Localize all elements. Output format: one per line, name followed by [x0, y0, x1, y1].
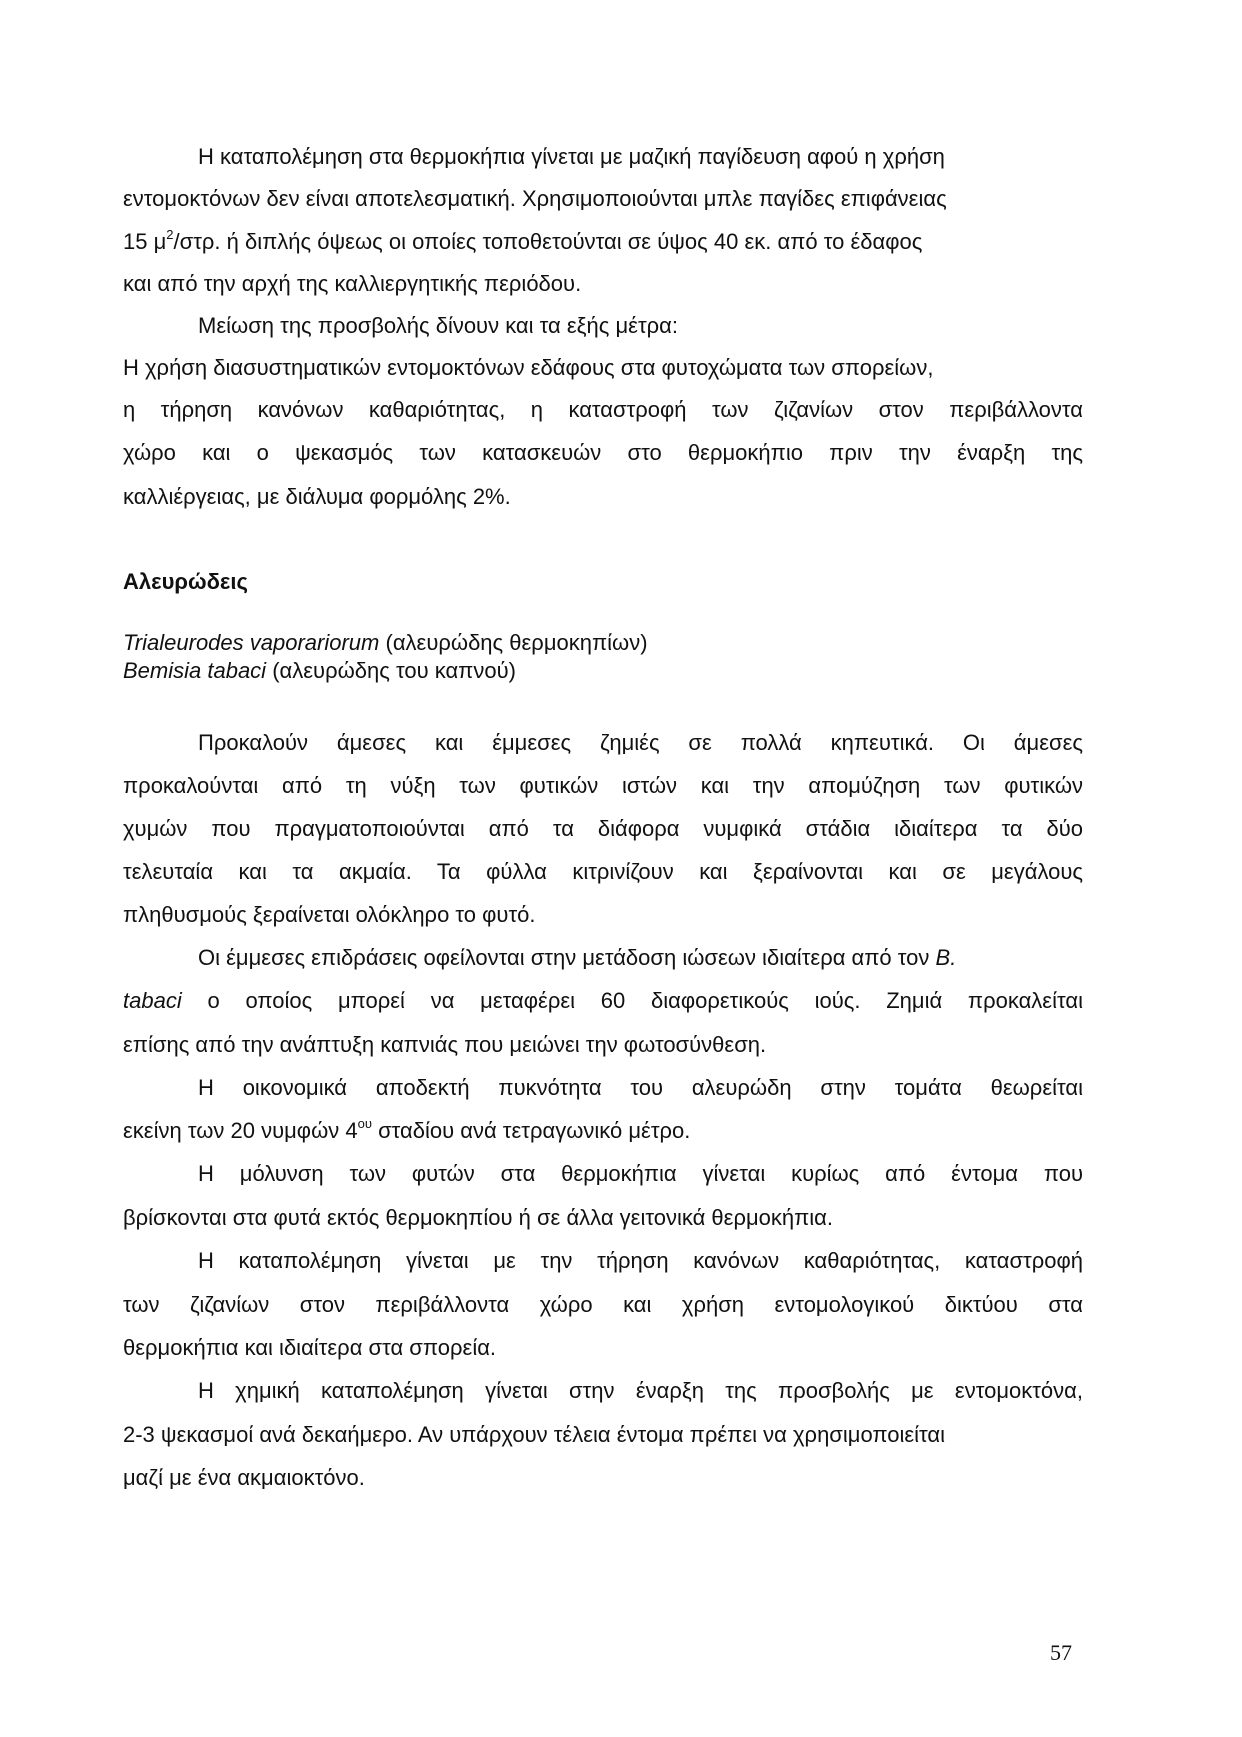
- text-run: ο οποίος μπορεί να μεταφέρει 60 διαφορετικούς ιούς. Ζημιά προκαλείται: [181, 988, 1083, 1013]
- paragraph-line: πληθυσμούς ξεραίνεται ολόκληρο το φυτό.: [123, 902, 536, 927]
- paragraph-line: προκαλούνται από τη νύξη των φυτικών ιστών και την απομύζηση των φυτικών: [123, 773, 1083, 798]
- paragraph-line: Προκαλούν άμεσες και έμμεσες ζημιές σε πολλά κηπευτικά. Οι άμεσες: [198, 730, 1083, 755]
- species-line: [123, 658, 516, 684]
- paragraph-line: επίσης από την ανάπτυξη καπνιάς που μειώνει την φωτοσύνθεση.: [123, 1032, 767, 1057]
- species-name: Trialeurodes vaporariorum: [123, 630, 380, 655]
- paragraph-line: Η καταπολέμηση γίνεται με την τήρηση κανόνων καθαριότητας, καταστροφή: [198, 1248, 1083, 1273]
- species-abbrev: tabaci: [123, 988, 182, 1013]
- page-number: 57: [1050, 1640, 1072, 1665]
- paragraph-line: [123, 226, 923, 255]
- section-heading: Αλευρώδεις: [123, 569, 248, 594]
- paragraph-line: τελευταία και τα ακμαία. Τα φύλλα κιτρινίζουν και ξεραίνονται και σε μεγάλους: [123, 859, 1083, 884]
- paragraph-line: Η χρήση διασυστηματικών εντομοκτόνων εδάφους στα φυτοχώματα των σπορείων,: [123, 355, 934, 380]
- paragraph-line: βρίσκονται στα φυτά εκτός θερμοκηπίου ή σε άλλα γειτονικά θερμοκήπια.: [123, 1205, 834, 1230]
- paragraph-line: Μείωση της προσβολής δίνουν και τα εξής μέτρα:: [198, 313, 678, 338]
- species-common-name: (αλευρώδης του καπνού): [266, 658, 516, 683]
- species-name: Bemisia tabaci: [123, 658, 267, 683]
- paragraph-line: και από την αρχή της καλλιεργητικής περιόδου.: [123, 271, 582, 296]
- paragraph-line: [123, 988, 1083, 1014]
- superscript: ου: [357, 1115, 372, 1131]
- text-run: /στρ. ή διπλής όψεως οι οποίες τοποθετούνται σε ύψος 40 εκ. από το έδαφος: [173, 229, 923, 254]
- paragraph-line: 2-3 ψεκασμοί ανά δεκαήμερο. Αν υπάρχουν τέλεια έντομα πρέπει να χρησιμοποιείται: [123, 1422, 946, 1447]
- paragraph-line: Η μόλυνση των φυτών στα θερμοκήπια γίνεται κυρίως από έντομα που: [198, 1161, 1083, 1186]
- paragraph-line: μαζί με ένα ακμαιοκτόνο.: [123, 1465, 365, 1490]
- species-line: [123, 630, 648, 656]
- paragraph-line: η τήρηση κανόνων καθαριότητας, η καταστροφή των ζιζανίων στον περιβάλλοντα: [123, 397, 1083, 422]
- paragraph-line: χυμών που πραγματοποιούνται από τα διάφορα νυμφικά στάδια ιδιαίτερα τα δύο: [123, 816, 1083, 841]
- superscript: 2: [166, 226, 174, 242]
- species-common-name: (αλευρώδης θερμοκηπίων): [379, 630, 648, 655]
- paragraph-line: εντομοκτόνων δεν είναι αποτελεσματική. Χρησιμοποιούνται μπλε παγίδες επιφάνειας: [123, 186, 947, 211]
- text-run: σταδίου ανά τετραγωνικό μέτρο.: [371, 1118, 691, 1143]
- paragraph-line: καλλιέργειας, με διάλυμα φορμόλης 2%.: [123, 484, 511, 509]
- paragraph-line: των ζιζανίων στον περιβάλλοντα χώρο και χρήση εντομολογικού δικτύου στα: [123, 1292, 1083, 1317]
- text-run: 15 μ: [123, 229, 167, 254]
- text-run: Οι έμμεσες επιδράσεις οφείλονται στην μετάδοση ιώσεων ιδιαίτερα από τον: [198, 945, 936, 970]
- paragraph-line: Η οικονομικά αποδεκτή πυκνότητα του αλευρώδη στην τομάτα θεωρείται: [198, 1075, 1083, 1100]
- paragraph-line: θερμοκήπια και ιδιαίτερα στα σπορεία.: [123, 1335, 497, 1360]
- text-run: εκείνη των 20 νυμφών 4: [123, 1118, 358, 1143]
- paragraph-line: χώρο και ο ψεκασμός των κατασκευών στο θερμοκήπιο πριν την έναρξη της: [123, 440, 1083, 465]
- paragraph-line: [198, 945, 956, 971]
- paragraph-line: [123, 1115, 691, 1144]
- paragraph-line: Η καταπολέμηση στα θερμοκήπια γίνεται με μαζική παγίδευση αφού η χρήση: [198, 144, 945, 169]
- paragraph-line: Η χημική καταπολέμηση γίνεται στην έναρξη της προσβολής με εντομοκτόνα,: [198, 1378, 1083, 1403]
- species-abbrev: B.: [935, 945, 957, 970]
